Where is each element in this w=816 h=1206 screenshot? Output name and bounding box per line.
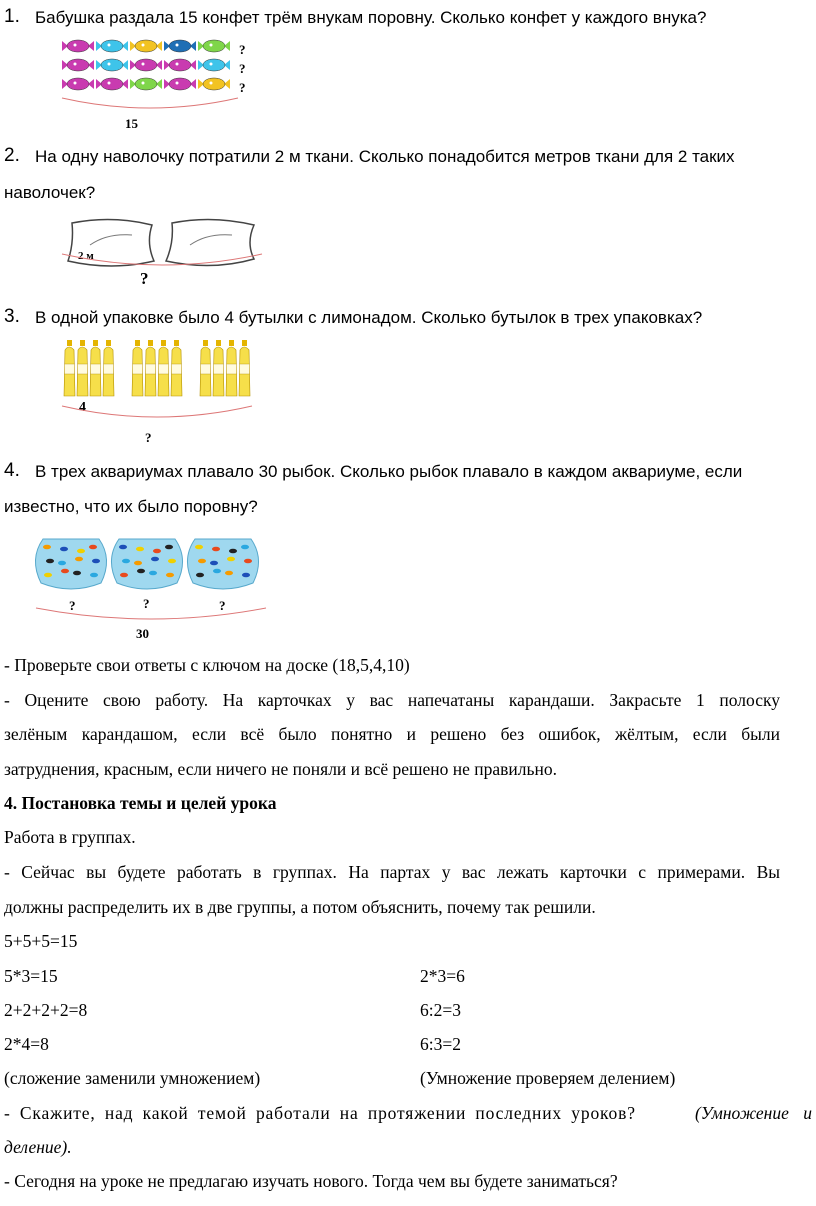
fish <box>58 561 66 566</box>
task-4-text-line2: известно, что их было поровну? <box>4 497 258 516</box>
candy <box>130 40 162 52</box>
fish <box>119 545 127 550</box>
question-line-1 <box>4 1103 812 1124</box>
task-3-text: В одной упаковке было 4 бутылки с лимонадом. Сколько бутылок в трех упаковках? <box>35 308 703 327</box>
task-1-question-3: ? <box>239 80 246 95</box>
candy <box>130 78 162 90</box>
candy <box>96 40 128 52</box>
section-heading: 4. Постановка темы и целей урока <box>4 793 277 813</box>
example-right-3: 6:3=2 <box>420 1034 461 1054</box>
fish <box>225 571 233 576</box>
fish <box>43 545 51 550</box>
bottles-illustration <box>62 340 257 400</box>
task-4-total: 30 <box>136 626 149 641</box>
example-right-1: 2*3=6 <box>420 966 465 986</box>
task-3-label: 4 <box>79 400 86 415</box>
aquarium <box>35 539 106 589</box>
fish <box>137 569 145 574</box>
bottle <box>77 340 88 396</box>
bottle <box>158 340 169 396</box>
question-1-answer: (Умножение и <box>694 1103 812 1123</box>
task-2-number: 2. <box>4 145 20 166</box>
task-2-text-line2: наволочек? <box>4 183 96 202</box>
evaluate-line-2: зелёным карандашом, если всё было понятно и решено без ошибок, жёлтым, если были <box>4 724 780 744</box>
bottle <box>90 340 101 396</box>
fish <box>213 569 221 574</box>
candy <box>62 59 94 71</box>
aquarium <box>187 539 258 589</box>
task-4-question-2: ? <box>143 596 150 611</box>
fish <box>210 561 218 566</box>
fish <box>165 545 173 550</box>
task-1-text: Бабушка раздала 15 конфет трём внукам поровну. Сколько конфет у каждого внука? <box>35 8 707 27</box>
bottle <box>145 340 156 396</box>
task-2-label: 2 м <box>78 250 94 262</box>
example-right-2: 6:2=3 <box>420 1000 461 1020</box>
group-work-line: Работа в группах. <box>4 827 136 847</box>
task-4-question-1: ? <box>69 598 76 613</box>
example-0: 5+5+5=15 <box>4 931 78 951</box>
bottle <box>226 340 237 396</box>
candy <box>62 40 94 52</box>
candy <box>198 59 230 71</box>
bottle <box>200 340 211 396</box>
task-2-brace <box>62 252 262 272</box>
fish <box>168 559 176 564</box>
task-1-brace <box>62 96 238 116</box>
fish <box>241 545 249 550</box>
instruction-line-1: - Сейчас вы будете работать в группах. На партах у вас лежать карточки с примерами. Вы <box>4 862 780 882</box>
fish <box>61 569 69 574</box>
fish <box>136 547 144 552</box>
question-1-answer-cont: деление). <box>4 1137 72 1157</box>
fish <box>60 547 68 552</box>
candy <box>198 40 230 52</box>
task-3-question: ? <box>145 430 152 445</box>
task-4-text-line1: В трех аквариумах плавало 30 рыбок. Сколько рыбок плавало в каждом аквариуме, если <box>35 462 743 481</box>
fish <box>120 573 128 578</box>
fish <box>166 573 174 578</box>
fish <box>195 545 203 550</box>
task-4-brace <box>36 606 266 626</box>
question-1-text: - Скажите, над какой темой работали на протяжении последних уроков? <box>4 1103 636 1123</box>
fish <box>122 559 130 564</box>
evaluate-line-3: затруднения, красным, если ничего не поняли и всё решено не правильно. <box>4 759 557 779</box>
bottle <box>103 340 114 396</box>
task-1-question-1: ? <box>239 42 246 57</box>
bottle <box>239 340 250 396</box>
fish <box>92 559 100 564</box>
candy <box>62 78 94 90</box>
task-1-number: 1. <box>4 6 20 27</box>
candy <box>130 59 162 71</box>
fish <box>89 545 97 550</box>
candy <box>96 59 128 71</box>
fish <box>242 573 250 578</box>
fish <box>212 547 220 552</box>
aquarium <box>111 539 182 589</box>
bottle <box>64 340 75 396</box>
task-4-question-3: ? <box>219 598 226 613</box>
task-3-number: 3. <box>4 306 20 327</box>
task-3-brace <box>62 404 252 424</box>
candy <box>198 78 230 90</box>
fish <box>198 559 206 564</box>
example-left-2: 2+2+2+2=8 <box>4 1000 88 1020</box>
fish <box>73 571 81 576</box>
task-1-question-2: ? <box>239 61 246 76</box>
candy <box>164 59 196 71</box>
fish <box>227 557 235 562</box>
instruction-line-2: должны распределить их в две группы, а потом объяснить, почему так решили. <box>4 897 596 917</box>
candy <box>164 78 196 90</box>
answer-check-line: - Проверьте свои ответы с ключом на доске (18,5,4,10) <box>4 655 410 675</box>
fish <box>77 549 85 554</box>
bottle <box>132 340 143 396</box>
fish <box>75 557 83 562</box>
candy <box>96 78 128 90</box>
fish <box>151 557 159 562</box>
example-left-caption: (сложение заменили умножением) <box>4 1068 261 1088</box>
bottle <box>171 340 182 396</box>
example-left-3: 2*4=8 <box>4 1034 49 1054</box>
fish <box>149 571 157 576</box>
fish <box>134 561 142 566</box>
fish <box>44 573 52 578</box>
task-2-question: ? <box>140 269 149 288</box>
fish <box>196 573 204 578</box>
aquariums-illustration <box>35 535 275 595</box>
question-line-2: - Сегодня на уроке не предлагаю изучать нового. Тогда чем вы будете заниматься? <box>4 1171 618 1191</box>
evaluate-line-1: - Оцените свою работу. На карточках у вас напечатаны карандаши. Закрасьте 1 полоску <box>4 690 780 710</box>
fish <box>46 559 54 564</box>
bottle <box>213 340 224 396</box>
example-right-caption: (Умножение проверяем делением) <box>420 1068 676 1088</box>
fish <box>90 573 98 578</box>
fish <box>229 549 237 554</box>
task-1-total: 15 <box>125 116 138 131</box>
task-4-number: 4. <box>4 460 20 481</box>
fish <box>244 559 252 564</box>
example-left-1: 5*3=15 <box>4 966 58 986</box>
fish <box>153 549 161 554</box>
candy <box>164 40 196 52</box>
task-2-text-line1: На одну наволочку потратили 2 м ткани. Сколько понадобится метров ткани для 2 таких <box>35 147 735 166</box>
